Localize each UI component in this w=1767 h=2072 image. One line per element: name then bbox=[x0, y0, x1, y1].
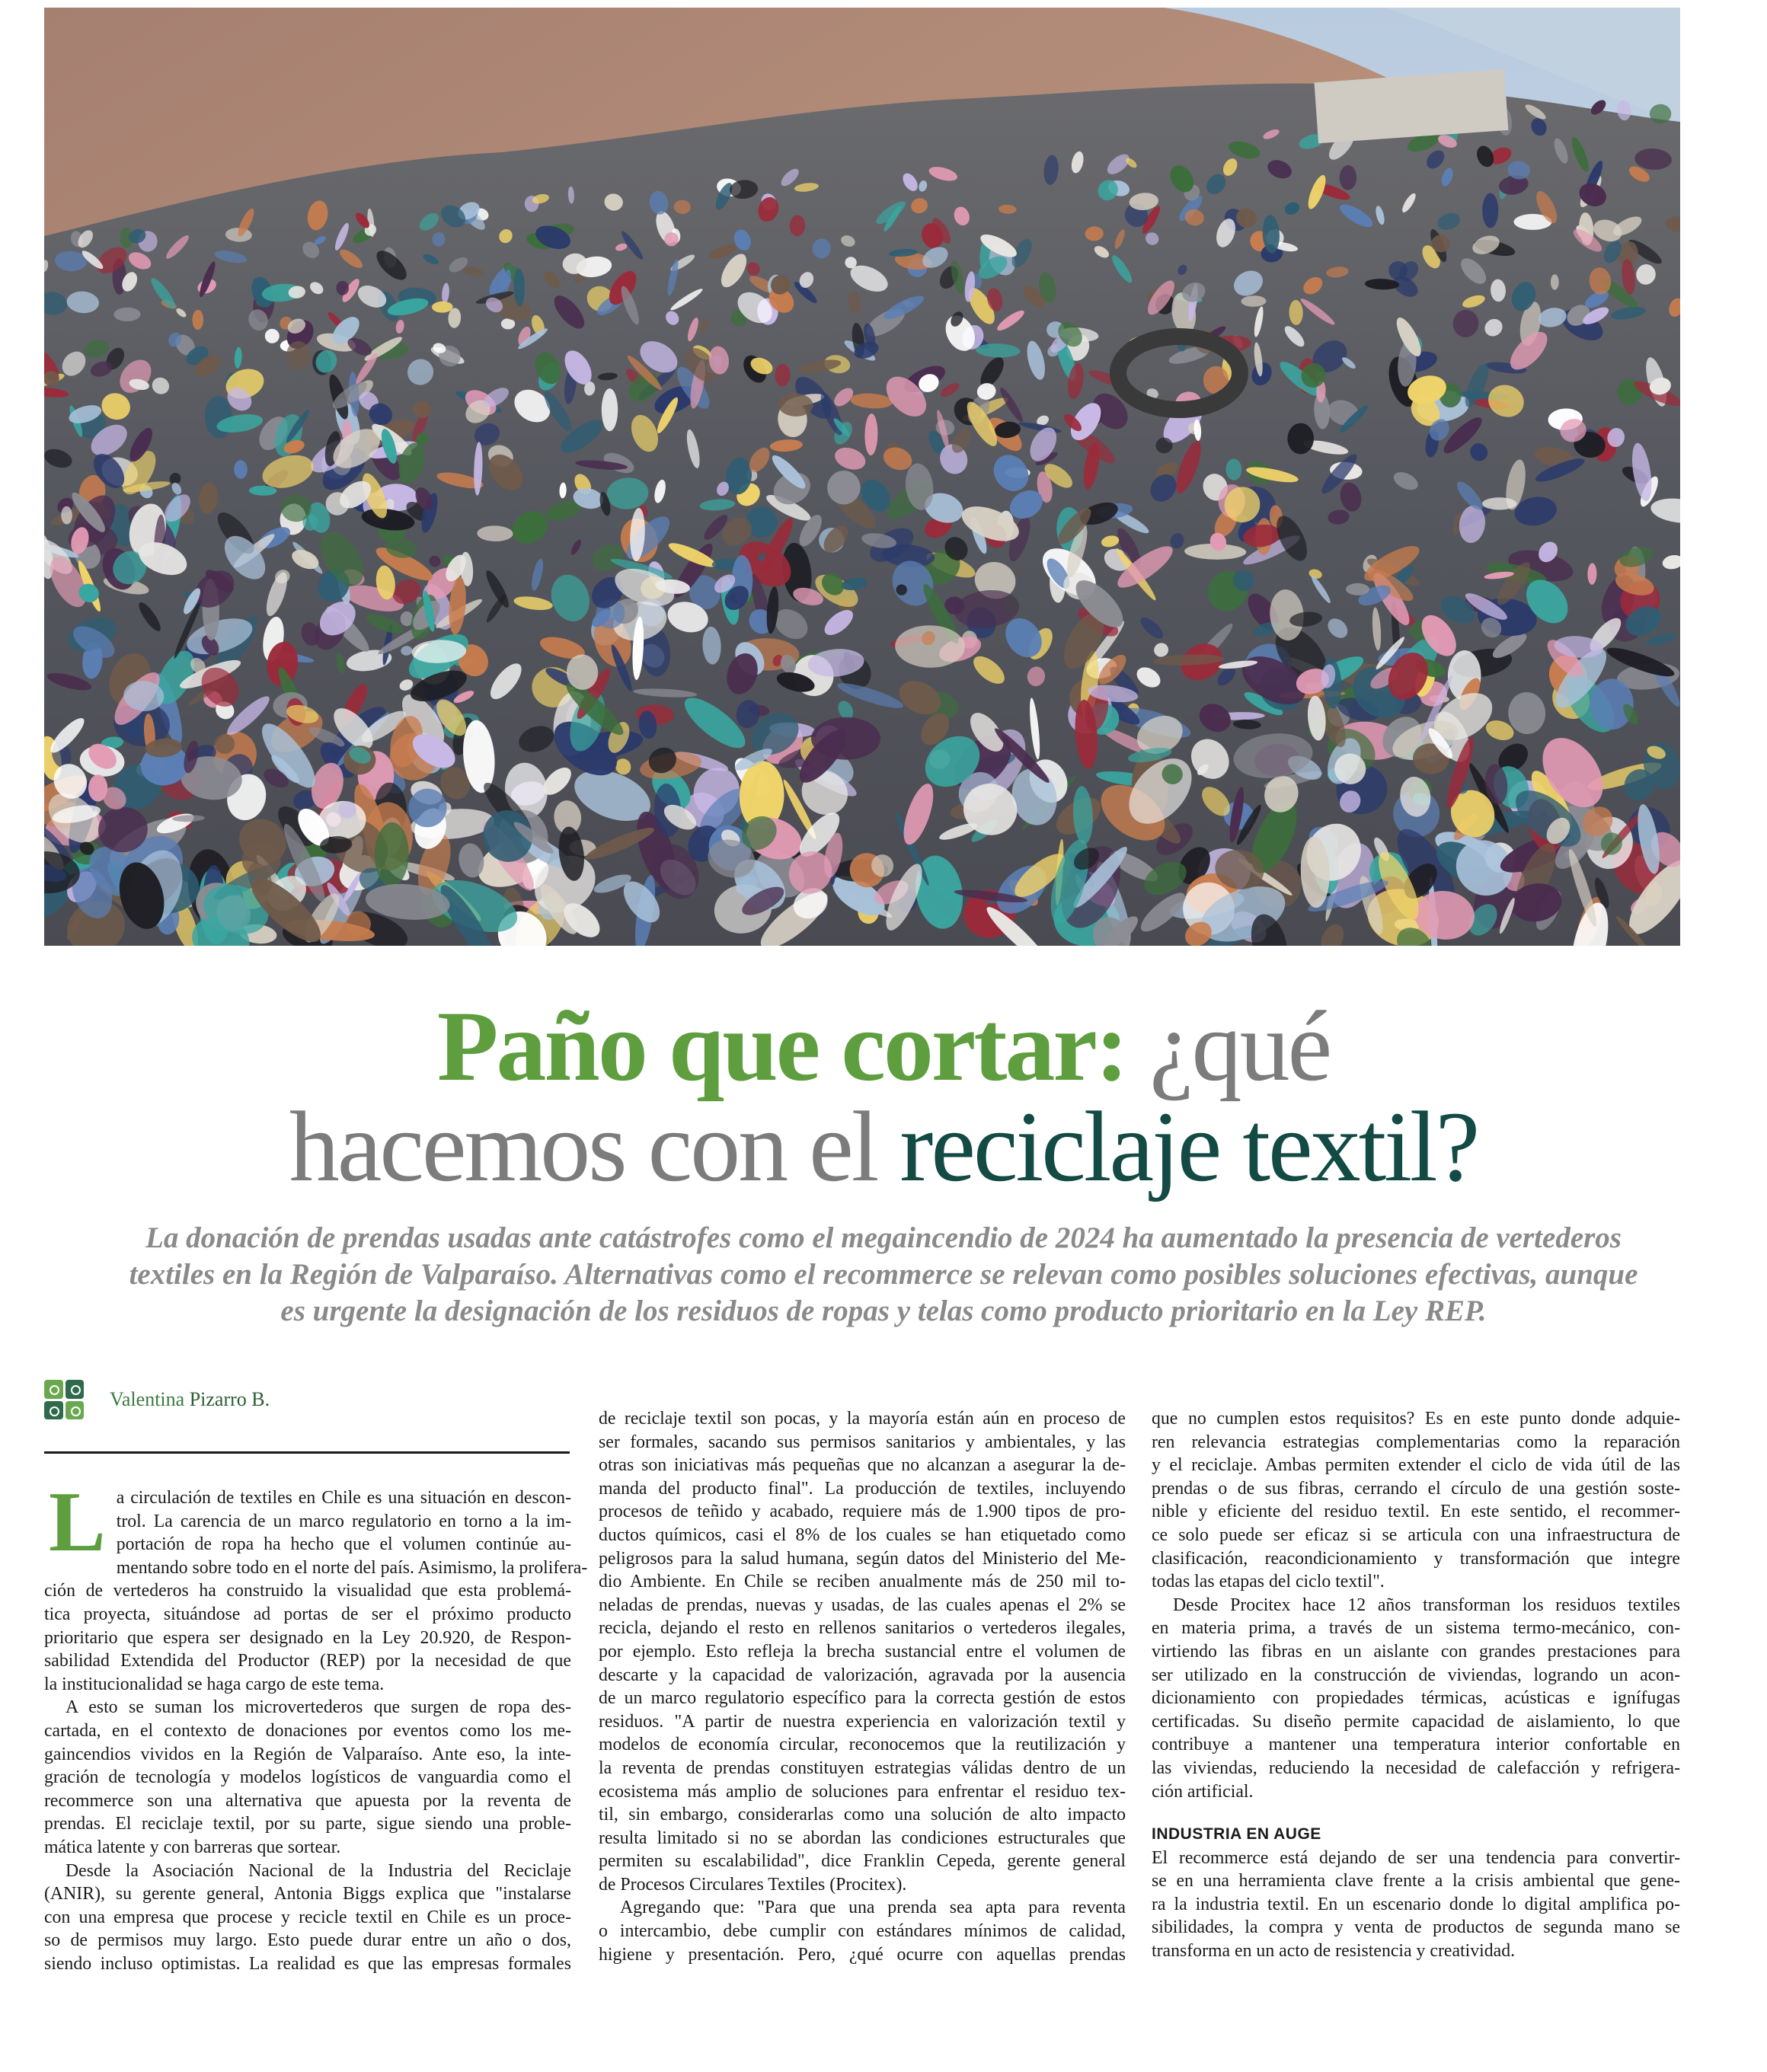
text-line: til, sin embargo, considerarlas como una solución de alto impacto bbox=[599, 1805, 1126, 1825]
text-line: descarte y la capacidad de valorización, agravada por la ausencia bbox=[599, 1665, 1126, 1685]
text-line: A esto se suman los microvertederos que surgen de ropa des- bbox=[66, 1697, 571, 1718]
headline-line-2 bbox=[0, 1090, 1767, 1202]
paragraph bbox=[44, 1556, 588, 1697]
text-line: sibilidades, la compra y venta de productos de segunda mano se bbox=[1152, 1917, 1680, 1938]
clothing-blob bbox=[1650, 104, 1671, 123]
text-line: tica proyecta, situándose ad portas de ser el próximo producto bbox=[44, 1604, 571, 1624]
text-line: o intercambio, debe cumplir con estándares mínimos de calidad, bbox=[599, 1921, 1126, 1942]
clothing-blob bbox=[602, 388, 618, 431]
text-line: dicionamiento con propiedades térmicas, acústicas e ignífugas bbox=[1152, 1688, 1680, 1709]
deck-line: La donación de prendas usadas ante catástrofes como el megaincendio de 2024 ha aumentado la presencia de vertederos bbox=[145, 1221, 1622, 1254]
text-line: contribuye a mantener una temperatura interior confortable en bbox=[1152, 1735, 1680, 1755]
paragraph bbox=[44, 1696, 571, 1859]
text-line: de un marco regulatorio específico para la correcta gestión de estos bbox=[599, 1688, 1126, 1709]
text-line: cartada, en el contexto de donaciones por eventos como los me- bbox=[44, 1720, 571, 1741]
text-line: portación de ropa ha hecho que el volumen continúe au- bbox=[116, 1534, 571, 1555]
text-line: residuos. "A partir de nuestra experiencia en valorización textil y bbox=[599, 1711, 1126, 1732]
text-line: ductos químicos, casi el 8% de los cuales se han etiquetado como bbox=[599, 1524, 1126, 1545]
text-line: ce solo puede ser eficaz si se articula con una infraestructura de bbox=[1152, 1524, 1680, 1545]
text-line: prendas. El reciclaje textil, por su parte, sigue siendo una proble- bbox=[44, 1814, 571, 1834]
text-line: ción artificial. bbox=[1152, 1781, 1254, 1802]
text-line: clasificación, reacondicionamiento y transformación que integre bbox=[1152, 1548, 1680, 1569]
paragraph bbox=[1152, 1594, 1680, 1803]
text-line: peligrosos para la salud humana, según datos del Ministerio del Me- bbox=[599, 1548, 1126, 1569]
article-column-2 bbox=[599, 1407, 1126, 1966]
text-line: manda del producto final". La producción de textiles, incluyendo bbox=[599, 1478, 1126, 1499]
author-last-name: Pizarro B. bbox=[189, 1388, 270, 1410]
section-subhead: INDUSTRIA EN AUGE bbox=[1152, 1825, 1321, 1844]
headline-question-start: ¿qué bbox=[1149, 990, 1331, 1102]
text-line: trol. La carencia de un marco regulatorio en torno a la im- bbox=[116, 1511, 571, 1531]
text-line: higiene y presentación. Pero, ¿qué ocurre con aquellas prendas bbox=[599, 1944, 1126, 1965]
headline-middle: hacemos con el bbox=[289, 1090, 877, 1202]
text-line: procesos de teñido y acabado, requiere más de 1.900 tipos de pro- bbox=[599, 1502, 1126, 1522]
clothing-blob bbox=[1551, 274, 1559, 289]
text-line: gración de tecnología y modelos logísticos de vanguardia como el bbox=[44, 1767, 571, 1788]
text-line: y el reciclaje. Ambas permiten extender el ciclo de vida útil de las bbox=[1152, 1455, 1680, 1476]
paragraph bbox=[1152, 1847, 1680, 1963]
paragraph bbox=[599, 1407, 1126, 1896]
section-logo-icon bbox=[44, 1380, 84, 1419]
text-line: sabilidad Extendida del Productor (REP) por la necesidad de que bbox=[44, 1651, 571, 1671]
text-line: virtiendo las fibras en un aislante con grandes prestaciones para bbox=[1152, 1641, 1680, 1662]
text-line: prioritario que espera ser designado en la Ley 20.920, de Respon- bbox=[44, 1627, 571, 1648]
text-line: a circulación de textiles en Chile es una situación en descon- bbox=[116, 1488, 571, 1508]
text-line: modelos de economía circular, reconocemos que la reutilización y bbox=[599, 1735, 1126, 1755]
text-line: de Procesos Circulares Textiles (Procitex). bbox=[599, 1874, 907, 1895]
text-line: ra la industria textil. En un escenario donde lo digital amplifica po- bbox=[1152, 1894, 1680, 1914]
headline-emphasis: reciclaje textil? bbox=[899, 1090, 1478, 1202]
text-line: ren relevancia estrategias complementarias como la reparación bbox=[1152, 1432, 1680, 1452]
text-line: de reciclaje textil son pocas, y la mayoría están aún en proceso de bbox=[599, 1409, 1126, 1429]
deck-line: textiles en la Región de Valparaíso. Alternativas como el recommerce se relevan como posibles soluciones efectivas, aunque bbox=[129, 1258, 1638, 1291]
text-line: transforma en un acto de resistencia y creatividad. bbox=[1152, 1941, 1516, 1962]
paragraph bbox=[599, 1896, 1126, 1966]
text-line: Agregando que: "Para que una prenda sea apta para reventa bbox=[620, 1898, 1126, 1918]
text-line: recicla, dejando el resto en rellenos sanitarios o vertederos ilegales, bbox=[599, 1618, 1126, 1639]
text-line: neladas de prendas, nuevas y usadas, de las cuales apenas el 2% se bbox=[599, 1595, 1126, 1615]
text-line: recommerce son una alternativa que apuesta por la reventa de bbox=[44, 1790, 571, 1811]
deck-line: es urgente la designación de los residuos de ropas y telas como producto prioritario en la Ley REP. bbox=[280, 1295, 1487, 1327]
text-line: dio Ambiente. En Chile se reciben anualmente más de 250 mil to- bbox=[599, 1572, 1126, 1592]
text-line: mática latente y con barreras que sortear. bbox=[44, 1837, 341, 1857]
text-line: la reventa de prendas constituyen estrategias válidas dentro de un bbox=[599, 1758, 1126, 1778]
textile-landfill-image bbox=[44, 8, 1680, 946]
text-line: so de permisos muy largo. Esto puede durar entre un año o dos, bbox=[44, 1930, 571, 1951]
clothing-blob bbox=[1346, 583, 1369, 595]
text-line: que no cumplen estos requisitos? Es en este punto donde adquie- bbox=[1152, 1409, 1680, 1429]
text-line: otras son iniciativas más pequeñas que no alcanzan a asegurar la de- bbox=[599, 1455, 1126, 1476]
text-line: siendo incluso optimistas. La realidad es que las empresas formales bbox=[44, 1953, 571, 1974]
headline-line-1 bbox=[0, 990, 1767, 1102]
text-line: Desde Procitex hace 12 años transforman los residuos textiles bbox=[1173, 1595, 1680, 1615]
article-deck bbox=[30, 1220, 1737, 1330]
landfill-photo bbox=[44, 8, 1680, 946]
text-line: Desde la Asociación Nacional de la Industria del Reciclaje bbox=[66, 1860, 571, 1881]
text-line: resulta limitado si no se abordan las condiciones estructurales que bbox=[599, 1828, 1126, 1848]
text-line: todas las etapas del ciclo textil". bbox=[1152, 1572, 1385, 1592]
text-line: prendas o de sus fibras, cerrando el círculo de una gestión soste- bbox=[1152, 1478, 1680, 1499]
headline-kicker: Paño que cortar: bbox=[436, 990, 1126, 1102]
text-line: en materia prima, a través de un sistema termo-mecánico, con- bbox=[1152, 1618, 1680, 1639]
text-line: con una empresa que procese y recicle textil en Chile es un proce- bbox=[44, 1907, 571, 1927]
article-column-3 bbox=[1152, 1407, 1680, 1963]
text-line: (ANIR), su gerente general, Antonia Biggs explica que "instalarse bbox=[44, 1884, 571, 1904]
text-line: nible y eficiente del residuo textil. En este sentido, el recommer- bbox=[1152, 1502, 1680, 1522]
text-line: gaincendios vividos en la Región de Valparaíso. Ante eso, la inte- bbox=[44, 1744, 571, 1764]
text-line: certificadas. Su diseño permite capacidad de aislamiento, lo que bbox=[1152, 1711, 1680, 1732]
text-line: ción de vertederos ha construido la visualidad que esta problemá- bbox=[44, 1581, 571, 1601]
text-line: la institucionalidad se haga cargo de este tema. bbox=[44, 1674, 385, 1694]
text-line: mentando sobre todo en el norte del país. Asimismo, la prolifera- bbox=[116, 1557, 588, 1578]
author-first-name: Valentina bbox=[110, 1388, 185, 1410]
paragraph bbox=[1152, 1407, 1680, 1594]
text-line: ecosistema más amplio de soluciones para enfrentar el residuo tex- bbox=[599, 1781, 1126, 1802]
text-line: se en una herramienta clave frente a la crisis ambiental que gene- bbox=[1152, 1871, 1680, 1892]
text-line: permiten su escalabilidad", dice Franklin Cepeda, gerente general bbox=[599, 1851, 1126, 1872]
text-line: por ejemplo. Esto refleja la brecha sustancial entre el volumen de bbox=[599, 1641, 1126, 1662]
byline-divider bbox=[44, 1451, 570, 1454]
byline bbox=[44, 1378, 270, 1421]
drop-cap: L bbox=[49, 1475, 106, 1569]
clothing-blob bbox=[336, 281, 349, 295]
clothing-blob bbox=[1482, 193, 1498, 228]
author-name bbox=[110, 1388, 270, 1411]
clothing-blob bbox=[1482, 497, 1516, 509]
article-column-1 bbox=[44, 1475, 588, 1975]
text-line: las viviendas, reduciendo la necesidad de calefacción y refrigera- bbox=[1152, 1758, 1680, 1778]
text-line: El recommerce está dejando de ser una tendencia para convertir- bbox=[1152, 1847, 1680, 1868]
text-line: ser utilizado en la construcción de viviendas, logrando un acon- bbox=[1152, 1665, 1680, 1685]
text-line: ser formales, sacando sus permisos sanitarios y ambientales, y las bbox=[599, 1432, 1126, 1452]
paragraph bbox=[44, 1860, 571, 1976]
